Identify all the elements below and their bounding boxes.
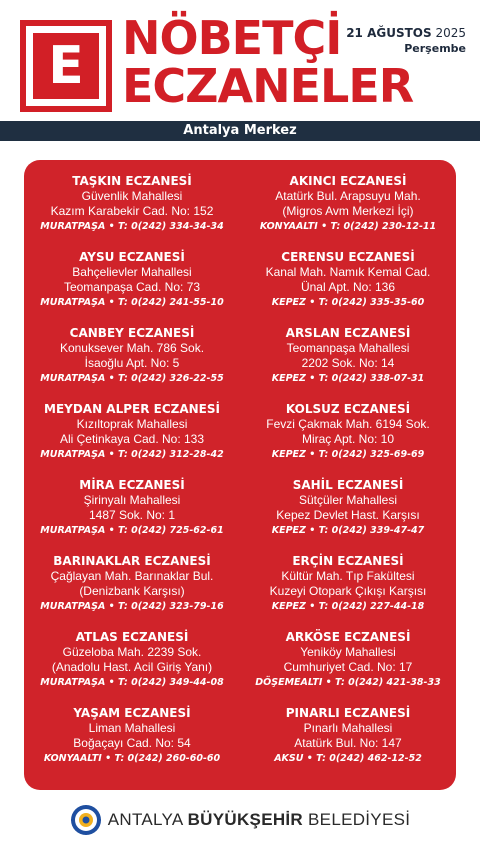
date-year: 2025 [435, 26, 466, 40]
pharmacy-district-phone: KEPEZ • T: 0(242) 339-47-47 [271, 525, 425, 536]
pharmacy-card [24, 628, 240, 704]
pharmacy-district-phone: KEPEZ • T: 0(242) 227-44-18 [271, 601, 425, 612]
pharmacy-district-phone: KEPEZ • T: 0(242) 335-35-60 [271, 297, 425, 308]
pharmacy-address-line: Ünal Apt. No: 136 [300, 280, 396, 294]
pharmacy-card [240, 248, 456, 324]
pharmacy-district-phone: KONYAALTI • T: 0(242) 260-60-60 [43, 753, 221, 764]
pharmacy-address-line: (Migros Avm Merkezi İçi) [282, 204, 414, 218]
pharmacy-address-line: (Anadolu Hast. Acil Giriş Yanı) [51, 660, 213, 674]
pharmacy-panel [24, 160, 456, 790]
pharmacy-name: BARINAKLAR ECZANESİ [53, 554, 211, 568]
pharmacy-address-line: Atatürk Bul. No: 147 [294, 736, 402, 750]
pharmacy-name: ARSLAN ECZANESİ [285, 326, 411, 340]
municipality-name [108, 810, 411, 830]
pharmacy-address-line: Güvenlik Mahallesi [81, 189, 183, 203]
title-line-2: ECZANELER [122, 59, 414, 113]
municipality-logo-icon [70, 804, 102, 836]
pharmacy-address-line: Boğaçayı Cad. No: 54 [73, 736, 191, 750]
pharmacy-address-line: Miraç Apt. No: 10 [301, 432, 395, 446]
pharmacy-name: AKINCI ECZANESİ [289, 174, 407, 188]
pharmacy-district-phone: MURATPAŞA • T: 0(242) 334-34-34 [40, 221, 224, 232]
pharmacy-name: TAŞKIN ECZANESİ [72, 174, 192, 188]
pharmacy-name: ERÇİN ECZANESİ [292, 554, 404, 568]
pharmacy-address-line: Güzeloba Mah. 2239 Sok. [62, 645, 202, 659]
pharmacy-card [24, 400, 240, 476]
pharmacy-address-line: 2202 Sok. No: 14 [301, 356, 395, 370]
pharmacy-card [24, 704, 240, 780]
pharmacy-district-phone: AKSU • T: 0(242) 462-12-52 [274, 753, 422, 764]
pharmacy-district-phone: KEPEZ • T: 0(242) 338-07-31 [271, 373, 425, 384]
pharmacy-district-phone: KONYAALTI • T: 0(242) 230-12-11 [259, 221, 437, 232]
pharmacy-address-line: Çağlayan Mah. Barınaklar Bul. [50, 569, 214, 583]
pharmacy-card [24, 552, 240, 628]
date-block [346, 26, 466, 55]
pharmacy-name: MİRA ECZANESİ [79, 478, 185, 492]
pharmacy-address-line: Kazım Karabekir Cad. No: 152 [50, 204, 214, 218]
pharmacy-card [24, 172, 240, 248]
pharmacy-name: AYSU ECZANESİ [79, 250, 185, 264]
pharmacy-address-line: Kuzeyi Otopark Çıkışı Karşısı [269, 584, 427, 598]
pharmacy-name: MEYDAN ALPER ECZANESİ [44, 402, 220, 416]
pharmacy-address-line: Kızıltoprak Mahallesi [76, 417, 188, 431]
pharmacy-district-phone: MURATPAŞA • T: 0(242) 241-55-10 [40, 297, 224, 308]
pharmacy-address-line: (Denizbank Karşısı) [79, 584, 185, 598]
pharmacy-name: PINARLI ECZANESİ [285, 706, 411, 720]
pharmacy-card [240, 476, 456, 552]
title-line-1: NÖBETÇİ [122, 11, 342, 65]
pharmacy-address-line: Konuksever Mah. 786 Sok. [59, 341, 205, 355]
pharmacy-name: SAHİL ECZANESİ [292, 478, 404, 492]
pharmacy-card [24, 324, 240, 400]
pharmacy-address-line: Sütçüler Mahallesi [298, 493, 398, 507]
pharmacy-name: CERENSU ECZANESİ [281, 250, 415, 264]
pharmacy-district-phone: MURATPAŞA • T: 0(242) 326-22-55 [40, 373, 224, 384]
pharmacy-name: CANBEY ECZANESİ [69, 326, 195, 340]
pharmacy-district-phone: MURATPAŞA • T: 0(242) 312-28-42 [40, 449, 224, 460]
pharmacy-card [240, 172, 456, 248]
pharmacy-district-phone: MURATPAŞA • T: 0(242) 349-44-08 [40, 677, 224, 688]
pharmacy-name: KOLSUZ ECZANESİ [285, 402, 411, 416]
pharmacy-card [24, 476, 240, 552]
pharmacy-address-line: Kanal Mah. Namık Kemal Cad. [265, 265, 431, 279]
pharmacy-name: YAŞAM ECZANESİ [73, 706, 191, 720]
pharmacy-district-phone: MURATPAŞA • T: 0(242) 725-62-61 [40, 525, 224, 536]
pharmacy-address-line: Bahçelievler Mahallesi [72, 265, 192, 279]
pharmacy-address-line: İsaoğlu Apt. No: 5 [84, 356, 180, 370]
pharmacy-card [240, 552, 456, 628]
pharmacy-address-line: Liman Mahallesi [88, 721, 176, 735]
pharmacy-name: ATLAS ECZANESİ [75, 630, 189, 644]
pharmacy-address-line: Fevzi Çakmak Mah. 6194 Sok. [266, 417, 430, 431]
pharmacy-grid [24, 172, 456, 780]
pharmacy-address-line: Kültür Mah. Tıp Fakültesi [281, 569, 415, 583]
pharmacy-address-line: Cumhuriyet Cad. No: 17 [283, 660, 413, 674]
municipality-name-end: BELEDİYESİ [303, 810, 411, 829]
pharmacy-address-line: Yeniköy Mahallesi [300, 645, 396, 659]
pharmacy-card [240, 628, 456, 704]
pharmacy-district-phone: MURATPAŞA • T: 0(242) 323-79-16 [40, 601, 224, 612]
pharmacy-address-line: Teomanpaşa Mahallesi [286, 341, 410, 355]
header [0, 0, 480, 120]
eczane-logo-letter: E [33, 33, 99, 99]
pharmacy-district-phone: KEPEZ • T: 0(242) 325-69-69 [271, 449, 425, 460]
pharmacy-address-line: Atatürk Bul. Arapsuyu Mah. [275, 189, 421, 203]
weekday: Perşembe [404, 42, 466, 55]
pharmacy-address-line: Şirinyalı Mahallesi [83, 493, 181, 507]
pharmacy-address-line: Kepez Devlet Hast. Karşısı [276, 508, 420, 522]
pharmacy-card [240, 400, 456, 476]
date-line [346, 26, 466, 40]
pharmacy-address-line: Ali Çetinkaya Cad. No: 133 [59, 432, 205, 446]
pharmacy-address-line: Teomanpaşa Cad. No: 73 [63, 280, 201, 294]
pharmacy-card [24, 248, 240, 324]
pharmacy-address-line: Pınarlı Mahallesi [303, 721, 393, 735]
eczane-logo [20, 20, 112, 112]
footer [0, 800, 480, 840]
pharmacy-address-line: 1487 Sok. No: 1 [88, 508, 176, 522]
municipality-name-bold: BÜYÜKŞEHİR [187, 810, 304, 829]
municipality-name-start: ANTALYA [107, 810, 188, 829]
pharmacy-card [240, 704, 456, 780]
date-day-month: 21 AĞUSTOS [346, 26, 432, 40]
region-bar: Antalya Merkez [0, 121, 480, 141]
pharmacy-name: ARKÖSE ECZANESİ [285, 630, 411, 644]
pharmacy-card [240, 324, 456, 400]
pharmacy-district-phone: DÖŞEMEALTI • T: 0(242) 421-38-33 [255, 677, 441, 688]
